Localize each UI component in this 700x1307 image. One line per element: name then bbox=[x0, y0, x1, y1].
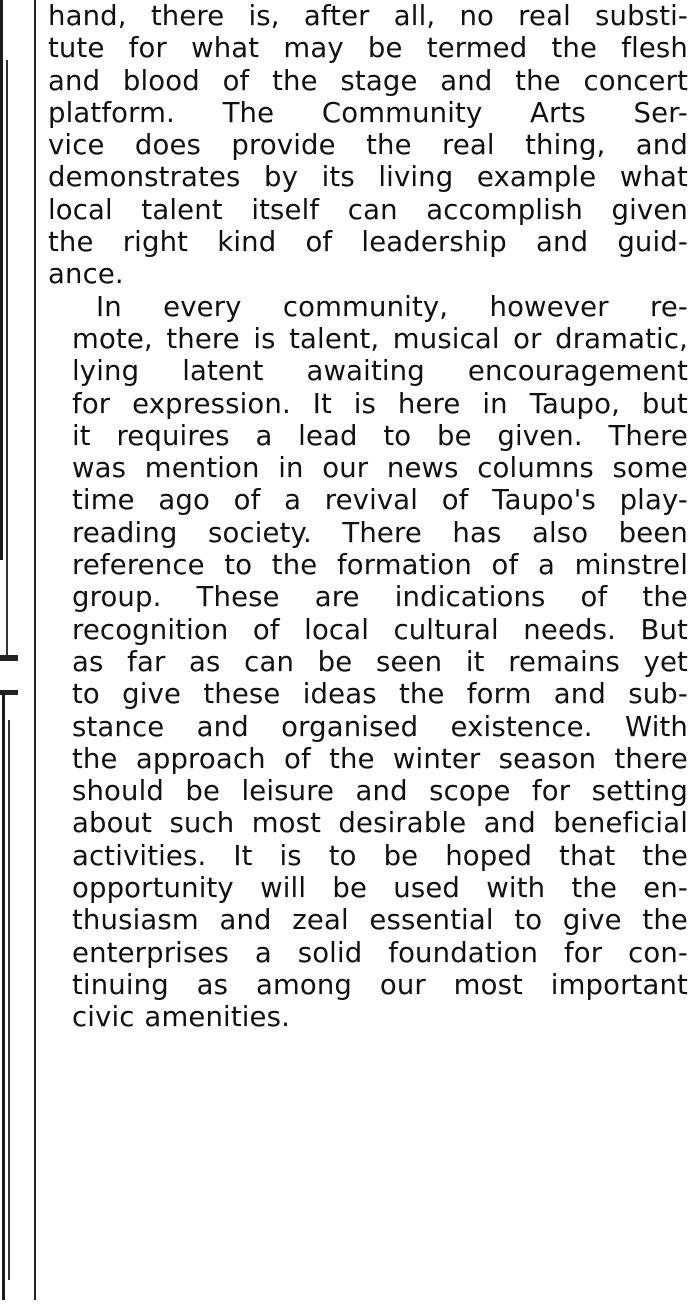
text-line: lying latent awaiting encouragement bbox=[72, 355, 688, 388]
column-rule bbox=[8, 720, 10, 1280]
text-line: about such most desirable and beneficial bbox=[72, 807, 688, 840]
text-line: In every community, however re- bbox=[96, 290, 688, 323]
text-line: activities. It is to be hoped that the bbox=[72, 839, 688, 872]
column-divider bbox=[34, 0, 36, 1300]
text-line: reading society. There has also been bbox=[72, 516, 688, 549]
text-line: the approach of the winter season there bbox=[72, 742, 688, 775]
text-line: thusiasm and zeal essential to give the bbox=[72, 904, 688, 937]
column-break-mark bbox=[0, 690, 18, 695]
text-line: the right kind of leadership and guid- bbox=[48, 226, 688, 259]
text-line: time ago of a revival of Taupo's play- bbox=[72, 484, 688, 517]
paragraph-1 bbox=[48, 0, 688, 291]
text-line: and blood of the stage and the concert bbox=[48, 64, 688, 97]
text-line: was mention in our news columns some bbox=[72, 452, 688, 485]
column-rule bbox=[2, 690, 5, 1300]
text-line: as far as can be seen it remains yet bbox=[72, 645, 688, 678]
text-line: ance. bbox=[48, 258, 124, 291]
column-break-mark bbox=[0, 655, 18, 661]
text-line: vice does provide the real thing, and bbox=[48, 129, 688, 162]
text-line: it requires a lead to be given. There bbox=[72, 419, 688, 452]
text-line: local talent itself can accomplish given bbox=[48, 193, 688, 226]
text-line: to give these ideas the form and sub- bbox=[72, 678, 688, 711]
article-body bbox=[48, 0, 688, 1034]
text-line: reference to the formation of a minstrel bbox=[72, 549, 688, 582]
text-line: tute for what may be termed the flesh bbox=[48, 32, 688, 65]
text-line: hand, there is, after all, no real substi- bbox=[48, 0, 688, 32]
column-rule bbox=[0, 0, 3, 560]
text-line: should be leisure and scope for setting bbox=[72, 775, 688, 808]
text-line: civic amenities. bbox=[72, 1001, 290, 1034]
text-line: demonstrates by its living example what bbox=[48, 161, 688, 194]
text-line: stance and organised existence. With bbox=[72, 710, 688, 743]
column-rule bbox=[6, 60, 8, 660]
text-line: opportunity will be used with the en- bbox=[72, 872, 688, 905]
text-line: group. These are indications of the bbox=[72, 581, 688, 614]
text-line: tinuing as among our most important bbox=[72, 968, 688, 1001]
text-line: recognition of local cultural needs. But bbox=[72, 613, 688, 646]
text-line: mote, there is talent, musical or dramatic, bbox=[72, 322, 688, 355]
text-line: platform. The Community Arts Ser- bbox=[48, 96, 688, 129]
paragraph-2 bbox=[48, 291, 688, 1034]
text-line: for expression. It is here in Taupo, but bbox=[72, 387, 688, 420]
text-line: enterprises a solid foundation for con- bbox=[72, 936, 688, 969]
